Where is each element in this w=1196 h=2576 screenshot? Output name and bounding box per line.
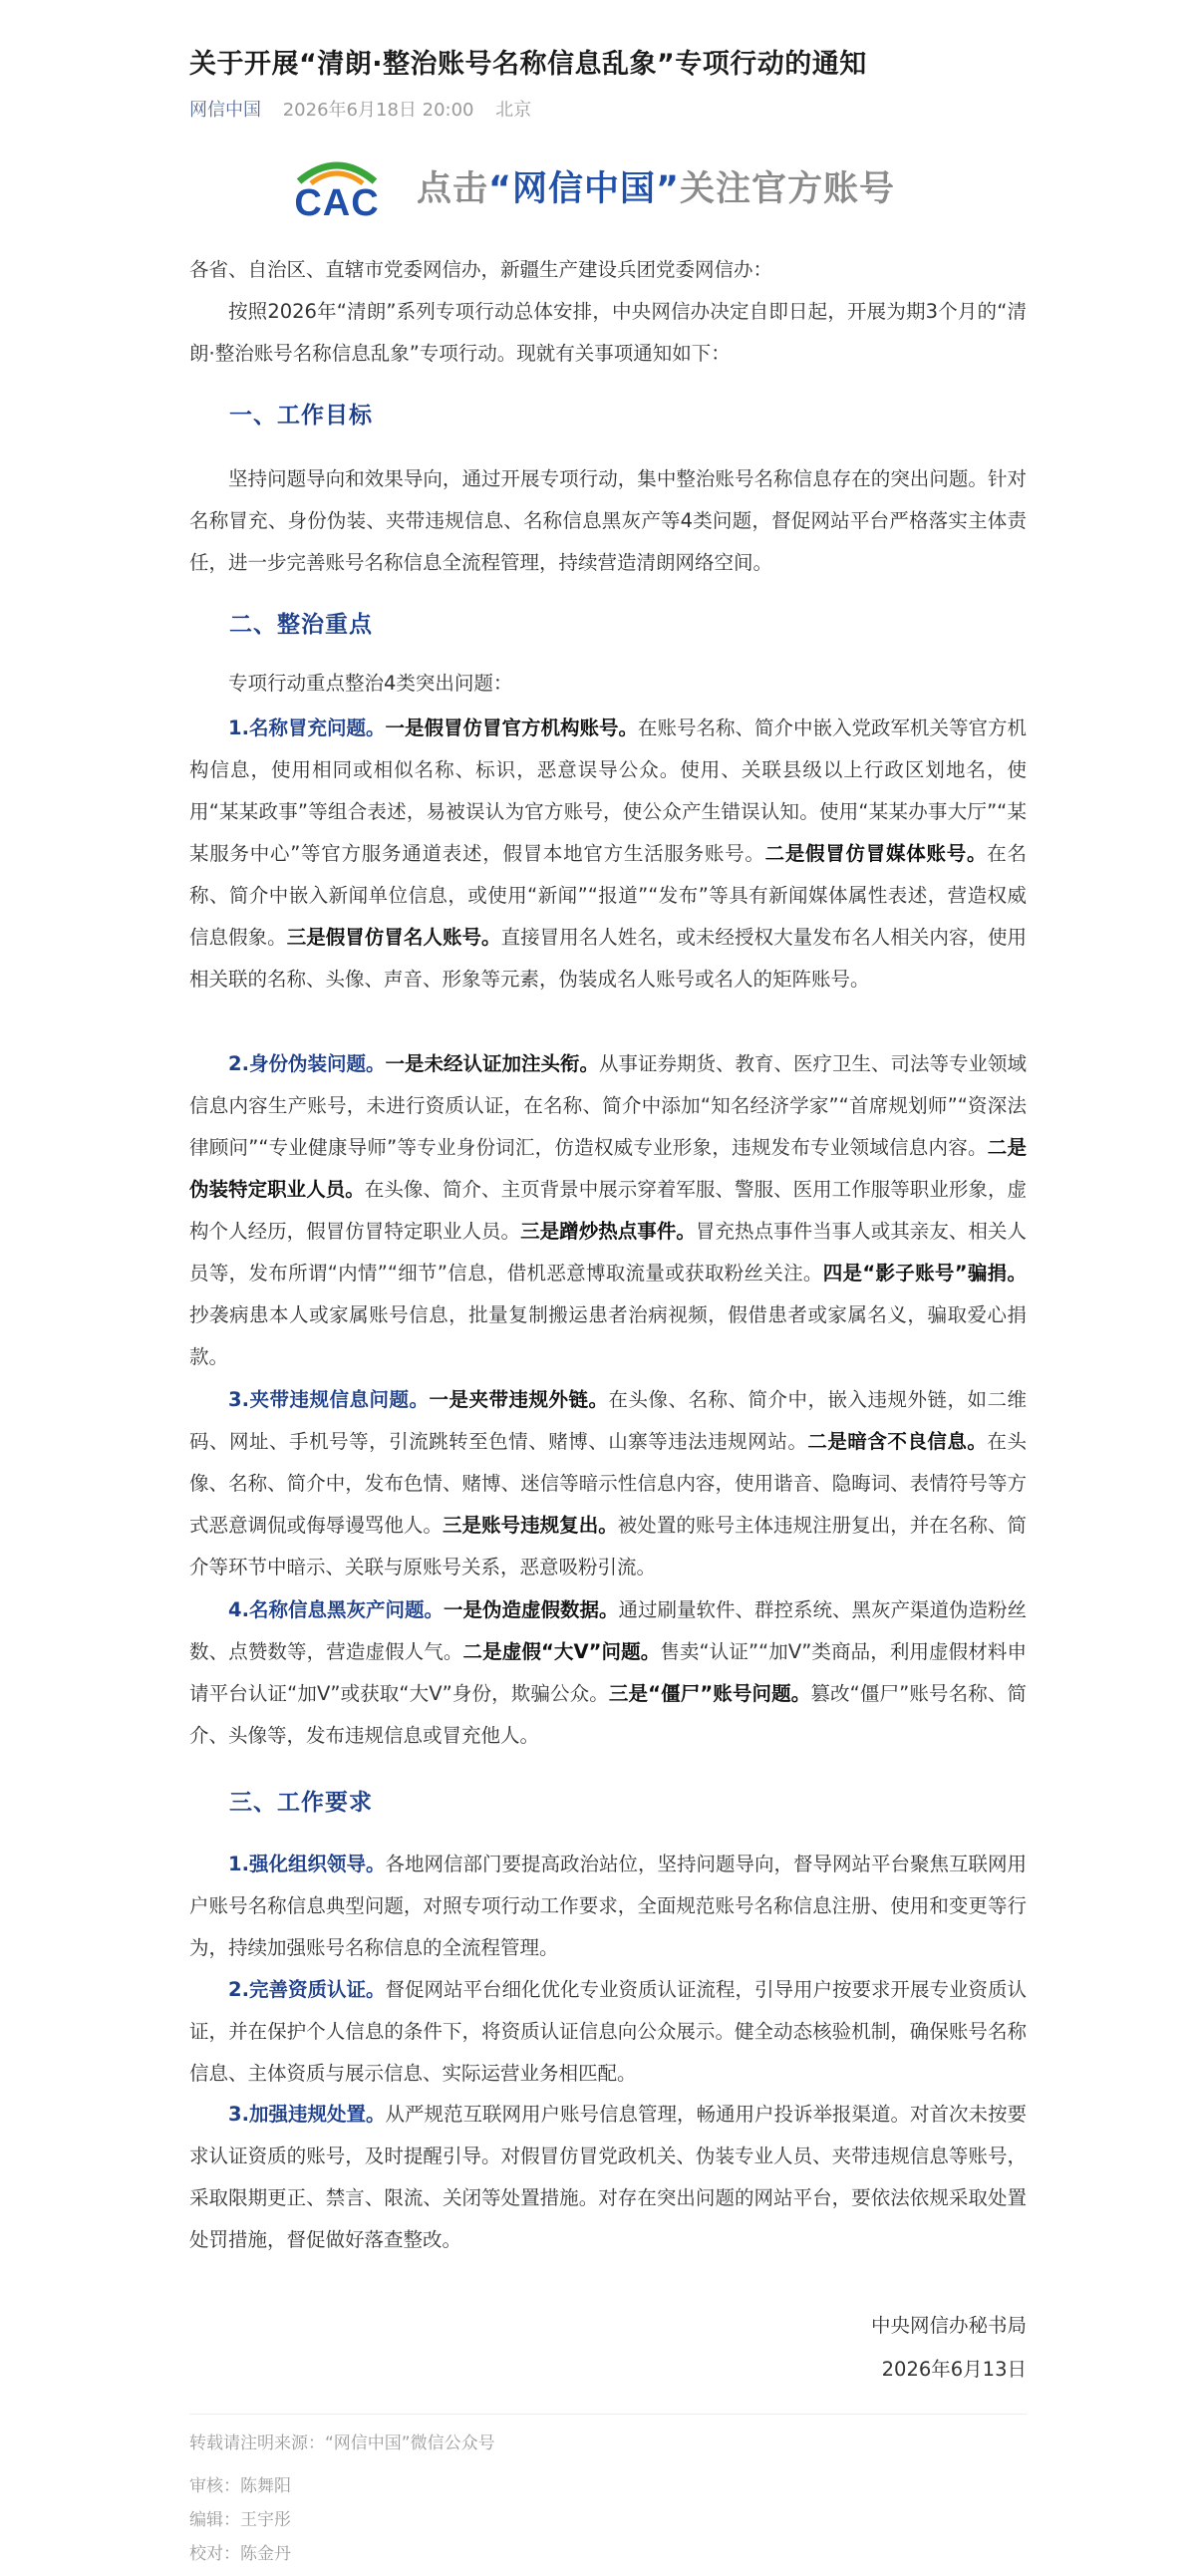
signature-date: 2026年6月13日 <box>881 2358 1027 2381</box>
footer-divider <box>189 2414 1027 2415</box>
section-heading-requirements: 三、工作要求 <box>229 1790 373 1816</box>
focus-item-3: 3.夹带违规信息问题。一是夹带违规外链。在头像、名称、简介中，嵌入违规外链，如二维码、网址、手机号等，引流跳转至色情、赌博、山寨等违法违规网站。二是暗含不良信息。在头像、名称、简介中，发布色情、赌博、迷信等暗示性信息内容，使用谐音、隐晦词、表情符号等方式恶意调侃或侮辱谩骂他人。三是账号违规复出。被处置的账号主体违规注册复出，并在名称、简介等环节中暗示、关联与原账号关系，恶意吸粉引流。 <box>189 1388 1027 1578</box>
greeting: 各省、自治区、直辖市党委网信办，新疆生产建设兵团党委网信办： <box>189 258 773 281</box>
focus-item-1: 1.名称冒充问题。一是假冒仿冒官方机构账号。在账号名称、简介中嵌入党政军机关等官方机构信息，使用相同或相似名称、标识，恶意误导公众。使用、关联县级以上行政区划地名，使用“某某政事”等组合表述，易被误认为官方账号，使公众产生错误认知。使用“某某办事大厅”“某某服务中心”等官方服务通道表述，假冒本地官方生活服务账号。二是假冒仿冒媒体账号。在名称、简介中嵌入新闻单位信息，或使用“新闻”“报道”“发布”等具有新闻媒体属性表述，营造权威信息假象。三是假冒仿冒名人账号。直接冒用名人姓名，或未经授权大量发布名人相关内容，使用相关联的名称、头像、声音、形象等元素，伪装成名人账号或名人的矩阵账号。 <box>189 716 1028 991</box>
intro-paragraph: 按照2026年“清朗”系列专项行动总体安排，中央网信办决定自即日起，开展为期3个月的“清朗·整治账号名称信息乱象”专项行动。现就有关事项通知如下： <box>189 300 1027 365</box>
section-heading-goals: 一、工作目标 <box>229 403 373 429</box>
publish-location: 北京 <box>495 100 532 121</box>
follow-account-banner[interactable] <box>277 149 995 225</box>
goals-paragraph: 坚持问题导向和效果导向，通过开展专项行动，集中整治账号名称信息存在的突出问题。针对名称冒充、身份伪装、夹带违规信息、名称信息黑灰产等4类问题，督促网站平台严格落实主体责任，进一步完善账号名称信息全流程管理，持续营造清朗网络空间。 <box>189 467 1027 574</box>
article-meta <box>189 96 547 122</box>
focus-item-4: 4.名称信息黑灰产问题。一是伪造虚假数据。通过刷量软件、群控系统、黑灰产渠道伪造粉丝数、点赞数等，营造虚假人气。二是虚假“大V”问题。售卖“认证”“加V”类商品，利用虚假材料申请平台认证“加V”或获取“大V”身份，欺骗公众。三是“僵尸”账号问题。篡改“僵尸”账号名称、简介、头像等，发布违规信息或冒充他人。 <box>189 1598 1028 1747</box>
requirement-3: 3.加强违规处置。从严规范互联网用户账号信息管理，畅通用户投诉举报渠道。对首次未按要求认证资质的账号，及时提醒引导。对假冒仿冒党政机关、伪装专业人员、夹带违规信息等账号，采取限期更正、禁言、限流、关闭等处置措施。对存在突出问题的网站平台，要依法依规采取处置处罚措施，督促做好落查整改。 <box>189 2103 1027 2251</box>
editor: 编辑：王宇彤 <box>189 2510 291 2530</box>
publish-time: 2026年6月18日 20:00 <box>282 100 474 121</box>
reviewer: 审核：陈舞阳 <box>189 2476 291 2496</box>
banner-highlight: “网信中国” <box>488 169 681 209</box>
focus-item-2: 2.身份伪装问题。一是未经认证加注头衔。从事证券期货、教育、医疗卫生、司法等专业领域信息内容生产账号，未进行资质认证，在名称、简介中添加“知名经济学家”“首席规划师”“资深法律顾问”“专业健康导师”等专业身份词汇，仿造权威专业形象，违规发布专业领域信息内容。二是伪装特定职业人员。在头像、简介、主页背景中展示穿着军服、警服、医用工作服等职业形象，虚构个人经历，假冒仿冒特定职业人员。三是蹭炒热点事件。冒充热点事件当事人或其亲友、相关人员等，发布所谓“内情”“细节”信息，借机恶意博取流量或获取粉丝关注。四是“影子账号”骗捐。抄袭病患本人或家属账号信息，批量复制搬运患者治病视频，假借患者或家属名义，骗取爱心捐款。 <box>189 1052 1028 1368</box>
cac-logo <box>277 151 397 221</box>
section-heading-focus: 二、整治重点 <box>229 612 373 638</box>
reprint-notice: 转载请注明来源：“网信中国”微信公众号 <box>189 2433 495 2453</box>
logo-text: CAC <box>294 182 380 221</box>
account-name-link[interactable]: 网信中国 <box>189 100 261 121</box>
banner-text: 点击“网信中国”关注官方账号 <box>417 169 896 209</box>
requirement-1: 1.强化组织领导。各地网信部门要提高政治站位，坚持问题导向，督导网站平台聚焦互联网用户账号名称信息典型问题，对照专项行动工作要求，全面规范账号名称信息注册、使用和变更等行为，持续加强账号名称信息的全流程管理。 <box>189 1853 1027 1959</box>
proofreader: 校对：陈金丹 <box>189 2544 291 2564</box>
article-title: 关于开展“清朗·整治账号名称信息乱象”专项行动的通知 <box>189 49 867 80</box>
signature-org: 中央网信办秘书局 <box>870 2314 1027 2337</box>
focus-lead: 专项行动重点整治4类突出问题： <box>228 672 513 695</box>
requirement-2: 2.完善资质认证。督促网站平台细化优化专业资质认证流程，引导用户按要求开展专业资质认证，并在保护个人信息的条件下，将资质认证信息向公众展示。健全动态核验机制，确保账号名称信息、主体资质与展示信息、实际运营业务相匹配。 <box>189 1978 1027 2085</box>
